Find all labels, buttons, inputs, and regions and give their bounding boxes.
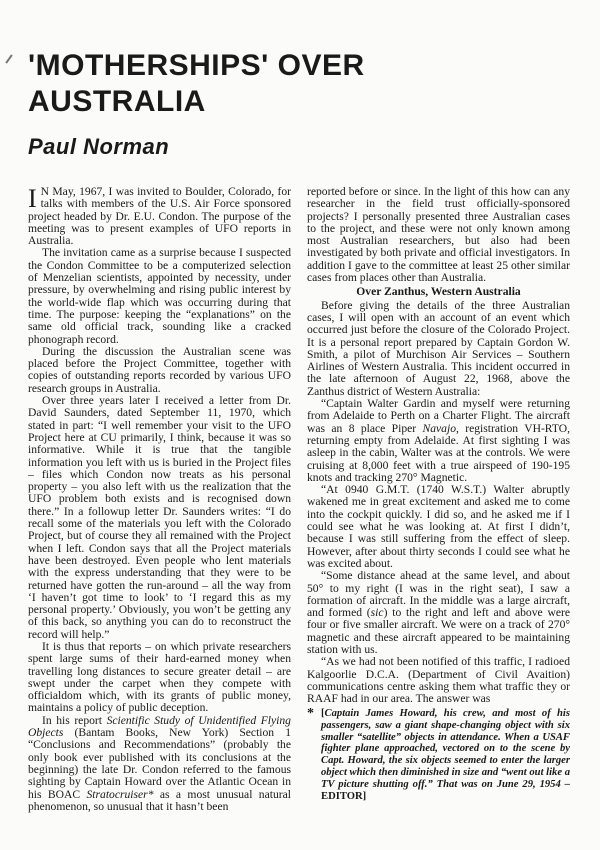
paragraph: During the discussion the Australian scene was placed before the Project Committee, together with copies of outstanding reports recorded by various UFO research groups in Australia.	[28, 344, 291, 395]
footnote	[307, 708, 570, 802]
footnote-asterisk: *	[307, 706, 314, 721]
author-byline: Paul Norman	[28, 134, 170, 159]
paragraph-text: “Some distance ahead at the same level, and about 50° to my right (I was in the right seat), I saw a formation of aircraft. In the middle was a large aircraft, and formed (	[307, 569, 570, 620]
article-title: 'MOTHERSHIPS' OVER AUSTRALIA	[28, 49, 365, 118]
paragraph-text: “Captain Walter Gardin and myself were returning from Adelaide to Perth on a Charter Flight. The aircraft was an 8 place Piper	[307, 397, 570, 435]
paragraph: It is thus that reports – on which private researchers spent large sums of their hard-earned money when travelling long distances to secure greater detail – are swept under the carpet when they compete with officialdom which, with its grants of public money, maintains a policy of public deception.	[28, 639, 291, 715]
aircraft-name: Navajo	[422, 421, 456, 435]
paragraph	[28, 186, 291, 247]
paragraph-text: as a most unusual natural phenomenon, so unusual that it hasn’t been	[28, 787, 291, 813]
aircraft-name: Stratocruiser*	[86, 787, 154, 801]
paragraph: Before giving the details of the three Australian cases, I will open with an account of an event which occurred just before the closure of the Colorado Project. It is a personal report prepared by Captain Gordon W. Smith, a pilot of Murchison Air Services – Southern Airlines of Western Australia. This incident occurred in the late afternoon of August 22, 1968, above the Zanthus district of Western Australia:	[307, 298, 570, 398]
paragraph-text: , registration VH-RTO, returning empty from Adelaide. At first sighting I was asleep in the cabin, Walter was at the controls. We were cruising at 8,000 feet with a true airspeed of 190-195 knots and tracking 270° Magnetic.	[307, 421, 570, 484]
bracket-open: [	[321, 708, 325, 719]
paragraph-text: ) to the right and left and above were four or five smaller aircraft. We were on a track of 270° magnetic and these aircraft appeared to be maintaining station with us.	[307, 606, 570, 656]
paragraph-text: In his report	[42, 713, 107, 727]
paragraph: The invitation came as a surprise because I suspected the Condon Committee to be a computerized selection of Menzelian scientists, appointed by necessity, under pressure, by overwhelming and rising public interest by the world-wide flap which was occurring during that time. The purpose: keeping the “explanations” on the same old official track, sounding like a cracked phonograph record.	[28, 246, 291, 346]
section-heading: Over Zanthus, Western Australia	[356, 285, 521, 299]
left-column	[28, 186, 291, 813]
paragraph	[307, 570, 570, 656]
paragraph-text: N May, 1967, I was invited to Boulder, Colorado, for talks with members of the U.S. Air Force sponsored project headed by Dr. E.U. Condon. The purpose of the meeting was to present examples of UFO reports in Australia.	[28, 185, 291, 248]
paragraph: reported before or since. In the light of this how can any researcher in the field trust officially-sponsored projects? I personally presented three Australian cases to the project, and these were not only known among most Australian researchers, but also had been investigated by both private and official investigators. In addition I gave to the committee at least 25 other similar cases from places other than Australia.	[307, 185, 570, 285]
footnote-body	[321, 708, 570, 802]
paragraph: “At 0940 G.M.T. (1740 W.S.T.) Walter abruptly wakened me in great excitement and asked me to come into the cockpit quickly. I did so, and he asked me if I could see what he was looking at. At first I didn’t, because I was still suffering from the effect of sleep. However, after about thirty seconds I could see what he was excited about.	[307, 483, 570, 570]
paragraph-text: (Bantam Books, New York) Section 1 “Conclusions and Recommendations” (probably the only book ever published with its conclusions at the beginning) the late Dr. Condon referred to the famous sighting by Captain Howard over the Atlantic Ocean in his BOAC	[28, 726, 291, 801]
sic-note: sic	[370, 606, 384, 620]
right-column	[307, 186, 570, 705]
paragraph: “As we had not been notified of this traffic, I radioed Kalgoorlie D.C.A. (Department of Civil Avaition) communications centre asking them what traffic they or RAAF had in our area. The answer was	[307, 655, 570, 706]
editor-signature: EDITOR	[321, 790, 363, 802]
margin-mark	[5, 54, 12, 63]
book-title: Scientific Study of Unidentified Flying Objects	[28, 713, 291, 740]
footnote-text: Captain James Howard, his crew, and most of his passengers, saw a giant shape-changing object with six smaller “satellite” objects in attendance. When a USAF fighter plane approached, vectored on to the scene by Capt. Howard, the six objects seemed to enter the larger object which then diminished in size and “went out like a TV picture shutting off.” That was on June 29, 1954 –	[321, 708, 570, 790]
paragraph	[28, 715, 291, 813]
paragraph	[307, 398, 570, 484]
bracket-close: ]	[362, 790, 367, 802]
drop-cap: I	[28, 184, 37, 213]
paragraph: Over three years later I received a letter from Dr. David Saunders, dated September 11, 1970, which stated in part: “I well remember your visit to the UFO Project here at CU primarily, I think, because it was so informative. While it is true that the tangible information you left with us is buried in the Project files – files which Condon now treats as his personal property – you also left with us the realization that the UFO problem both exists and is recognised down there.” In a followup letter Dr. Saunders writes: “I do recall some of the materials you left with the Colorado Project, but of course they all remained with the Project when I left. Condon says that all the Project materials have been destroyed. Even people who lent materials with the express understanding that they were to be returned have gotten the run-around – all the way from ‘I haven’t got time to look’ to ‘I regard this as my personal property.’ Obviously, you won’t be getting any of this back, so anything you can do to reconstruct the record will help.”	[28, 394, 291, 641]
